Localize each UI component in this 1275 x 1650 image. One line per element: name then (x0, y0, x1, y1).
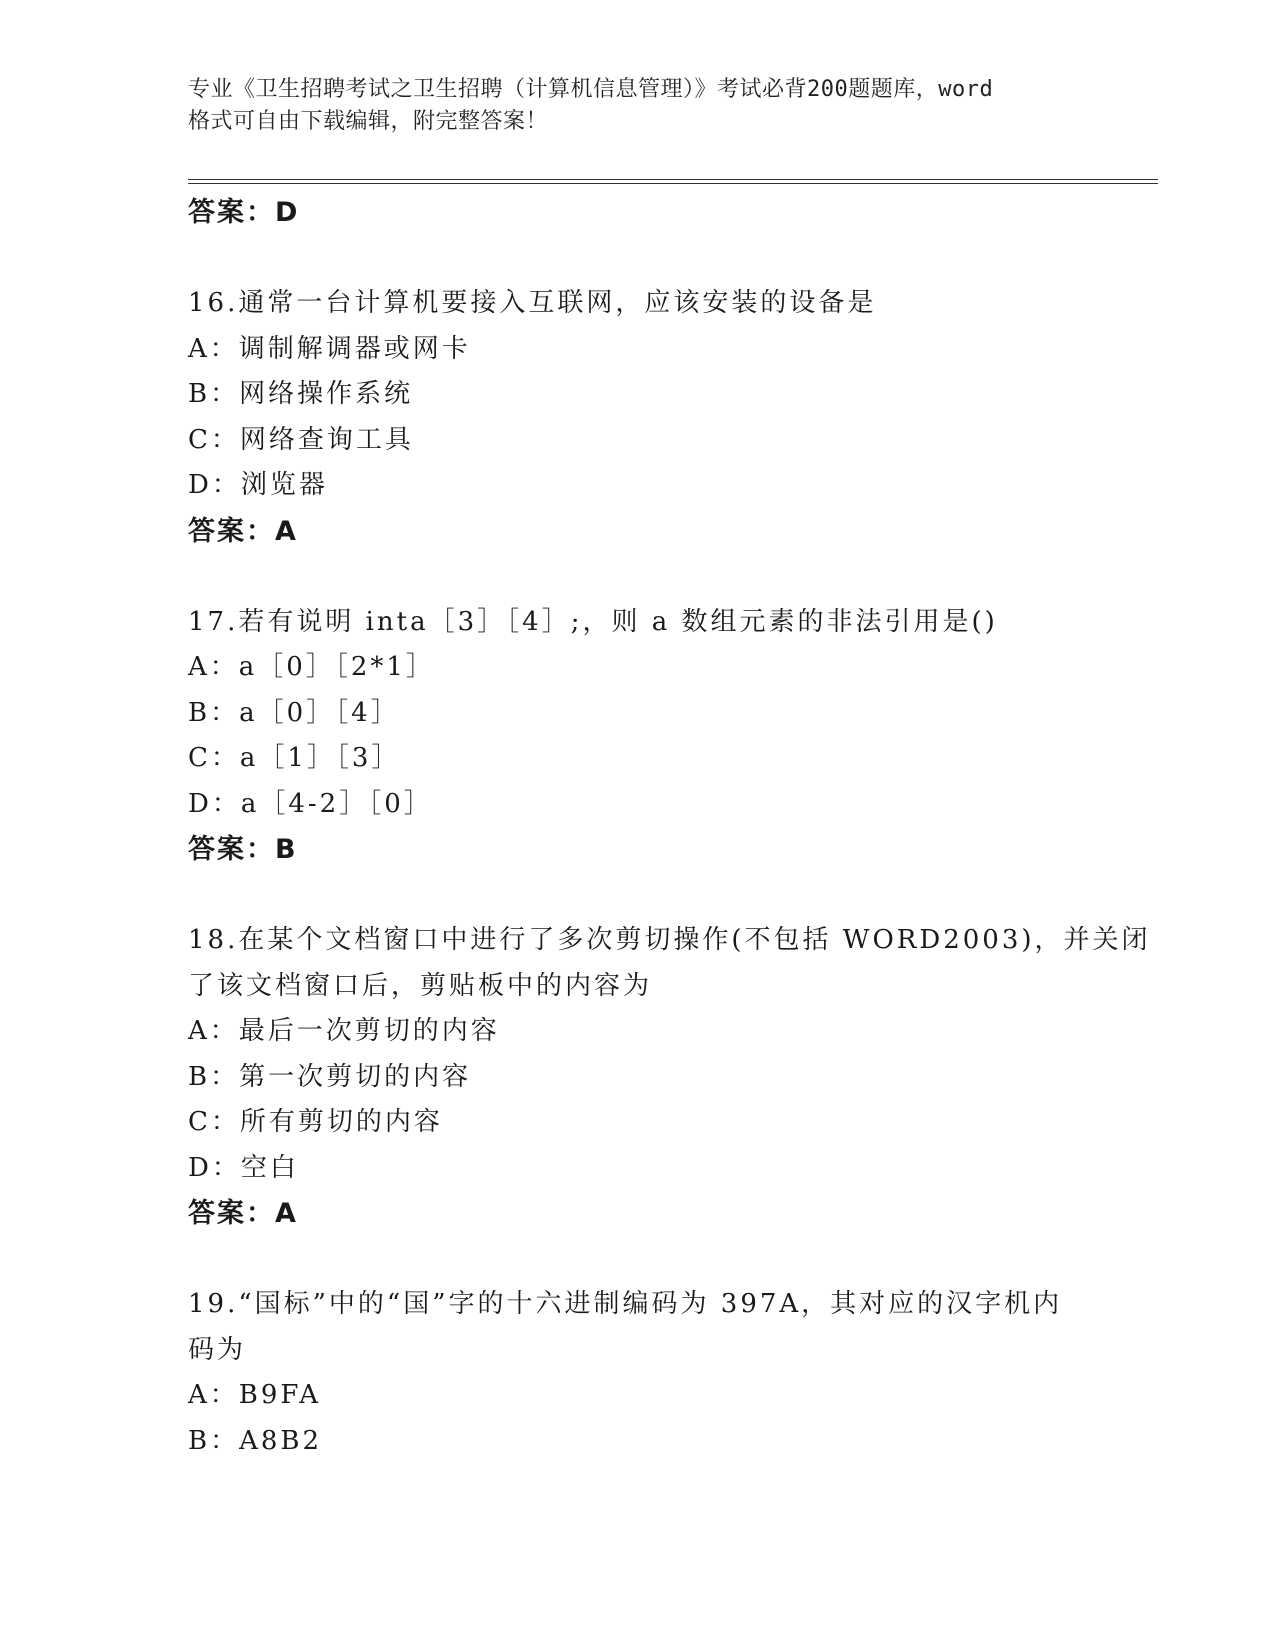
question-text-cont: 码为 (188, 1334, 247, 1365)
option-a: A：B9FA (188, 1380, 321, 1410)
spacer (188, 873, 1088, 919)
answer-line: 答案：A (188, 1198, 298, 1229)
answer-line: 答案：D (188, 197, 300, 228)
question-17 (188, 600, 1088, 873)
question-16 (188, 281, 1088, 554)
header-divider (188, 179, 1158, 180)
question-text: 16.通常一台计算机要接入互联网，应该安装的设备是 (188, 288, 877, 318)
document-header (188, 74, 1088, 138)
answer-line: 答案：B (188, 834, 298, 865)
question-list (188, 190, 1151, 1464)
option-b: B：第一次剪切的内容 (188, 1061, 472, 1092)
option-c: C：a［1］［3］ (188, 743, 401, 773)
option-d: D：空白 (188, 1152, 299, 1183)
question-text: 18.在某个文档窗口中进行了多次剪切操作(不包括 WORD2003)，并关闭 (188, 925, 1151, 955)
option-d: D：浏览器 (188, 470, 328, 500)
option-b: B：a［0］［4］ (188, 697, 400, 728)
header-divider-double (188, 183, 1158, 184)
question-text-cont: 了该文档窗口后，剪贴板中的内容为 (188, 970, 653, 1001)
option-b: B：网络操作系统 (188, 379, 414, 409)
option-c: C：所有剪切的内容 (188, 1107, 443, 1137)
spacer (188, 236, 1088, 282)
option-c: C：网络查询工具 (188, 424, 414, 455)
spacer (188, 554, 1088, 600)
question-18 (188, 918, 1151, 1237)
answer-line: 答案：A (188, 515, 298, 547)
option-b: B：A8B2 (188, 1425, 323, 1456)
header-line-2: 格式可自由下载编辑，附完整答案！ (188, 109, 549, 134)
option-d: D：a［4-2］［0］ (188, 788, 433, 819)
question-19 (188, 1282, 1088, 1464)
header-line-1: 专业《卫生招聘考试之卫生招聘（计算机信息管理）》考试必背200题题库，word (188, 77, 994, 102)
question-text: 19.“国标”中的“国”字的十六进制编码为 397A，其对应的汉字机内 (188, 1289, 1063, 1319)
spacer (188, 1237, 1088, 1283)
question-text: 17.若有说明 inta［3］［4］;，则 a 数组元素的非法引用是() (188, 606, 998, 637)
option-a: A：最后一次剪切的内容 (188, 1016, 500, 1046)
option-a: A：调制解调器或网卡 (188, 333, 471, 364)
option-a: A：a［0］［2*1］ (188, 652, 435, 682)
